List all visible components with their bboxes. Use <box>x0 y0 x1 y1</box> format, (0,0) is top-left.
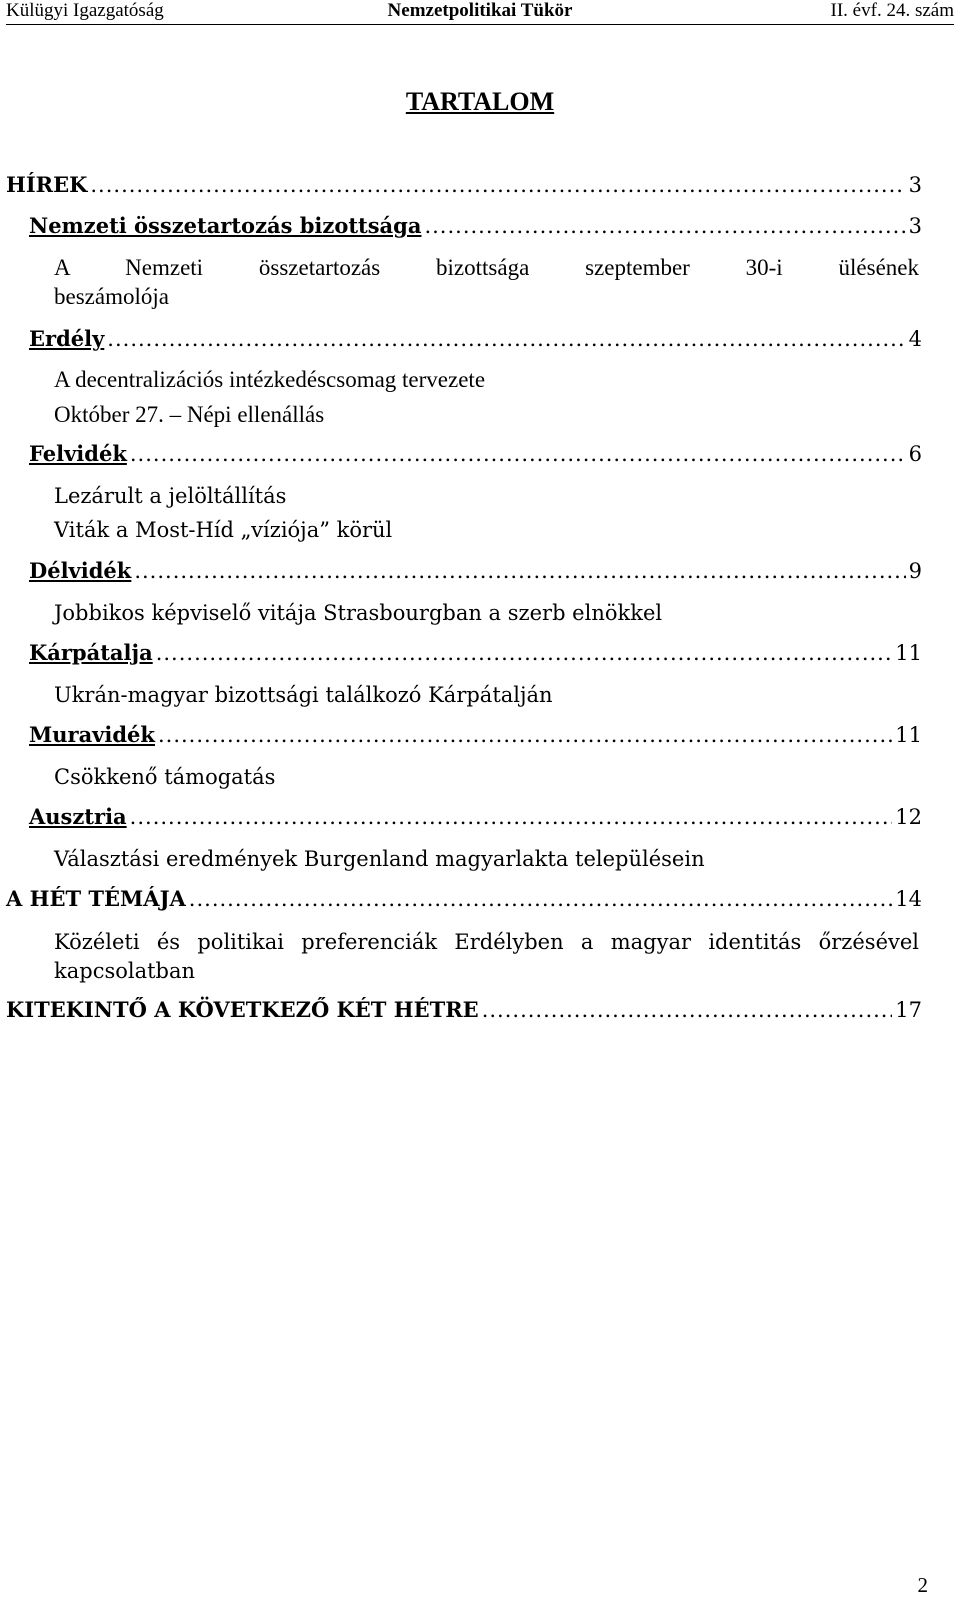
toc-label: HÍREK <box>6 172 88 197</box>
toc-page: 11 <box>895 641 922 665</box>
toc-label: Felvidék <box>29 441 127 466</box>
toc-label: Nemzeti összetartozás bizottsága <box>29 213 422 238</box>
toc-entry-muravidek[interactable] <box>29 722 922 748</box>
header-department: Külügyi Igazgatóság <box>6 0 164 21</box>
page-header <box>6 0 954 25</box>
toc-subitem[interactable]: Október 27. – Népi ellenállás <box>54 402 325 427</box>
toc-page: 4 <box>908 327 922 351</box>
toc-page: 12 <box>895 805 922 829</box>
toc-label: A HÉT TÉMÁJA <box>6 886 186 911</box>
toc-subitem[interactable]: Viták a Most-Híd „víziója” körül <box>54 518 393 542</box>
toc-subitem[interactable]: Választási eredmények Burgenland magyarlakta településein <box>54 847 705 871</box>
header-publication: Nemzetpolitikai Tükör <box>387 0 573 21</box>
toc-entry-ausztria[interactable] <box>29 804 922 830</box>
toc-leader <box>189 886 892 912</box>
toc-entry-kitekinto[interactable] <box>6 997 922 1023</box>
toc-entry-erdely[interactable] <box>29 326 922 352</box>
toc-subitem[interactable]: A decentralizációs intézkedéscsomag tervezete <box>54 367 486 392</box>
toc-page: 6 <box>908 442 922 466</box>
toc-leader <box>156 640 893 666</box>
header-issue: II. évf. 24. szám <box>830 0 954 21</box>
toc-label: Délvidék <box>29 558 132 583</box>
toc-leader <box>130 804 893 830</box>
toc-subitem[interactable]: Lezárult a jelöltállítás <box>54 484 287 508</box>
toc-subitem-continuation[interactable]: beszámolója <box>54 284 169 309</box>
toc-page: 9 <box>908 559 922 583</box>
toc-entry-delvidek[interactable] <box>29 558 922 584</box>
toc-entry-het-temaja[interactable] <box>6 886 922 912</box>
toc-subitem[interactable]: Ukrán-magyar bizottsági találkozó Kárpátalján <box>54 683 553 707</box>
toc-entry-felvidek[interactable] <box>29 441 922 467</box>
toc-leader <box>482 997 893 1023</box>
toc-leader <box>90 172 905 198</box>
page-number: 2 <box>917 1573 928 1597</box>
toc-entry-nemzeti[interactable] <box>29 213 922 239</box>
toc-label: Kárpátalja <box>29 640 153 665</box>
toc-label: Muravidék <box>29 722 155 747</box>
toc-label: Erdély <box>29 326 105 351</box>
toc-subitem[interactable]: Közéleti és politikai preferenciák Erdélyben a magyar identitás őrzésével <box>54 930 919 954</box>
toc-page: 14 <box>895 887 922 911</box>
toc-subitem[interactable]: Csökkenő támogatás <box>54 765 276 789</box>
toc-page: 17 <box>895 998 922 1022</box>
toc-subitem[interactable]: Jobbikos képviselő vitája Strasbourgban a szerb elnökkel <box>54 601 663 625</box>
toc-leader <box>107 326 905 352</box>
toc-label: KITEKINTŐ A KÖVETKEZŐ KÉT HÉTRE <box>6 997 479 1022</box>
toc-label: Ausztria <box>29 804 127 829</box>
toc-entry-karpatalja[interactable] <box>29 640 922 666</box>
toc-subitem-continuation[interactable]: kapcsolatban <box>54 959 196 983</box>
toc-page: 3 <box>908 214 922 238</box>
toc-page: 11 <box>895 723 922 747</box>
toc-page: 3 <box>908 173 922 197</box>
toc-entry-hirek[interactable] <box>6 172 922 198</box>
toc-leader <box>158 722 892 748</box>
toc-leader <box>134 558 905 584</box>
page-title: TARTALOM <box>405 87 555 116</box>
toc-leader <box>130 441 906 467</box>
toc-leader <box>424 213 905 239</box>
toc-subitem[interactable]: A Nemzeti összetartozás bizottsága szeptember 30-i ülésének <box>54 255 919 280</box>
